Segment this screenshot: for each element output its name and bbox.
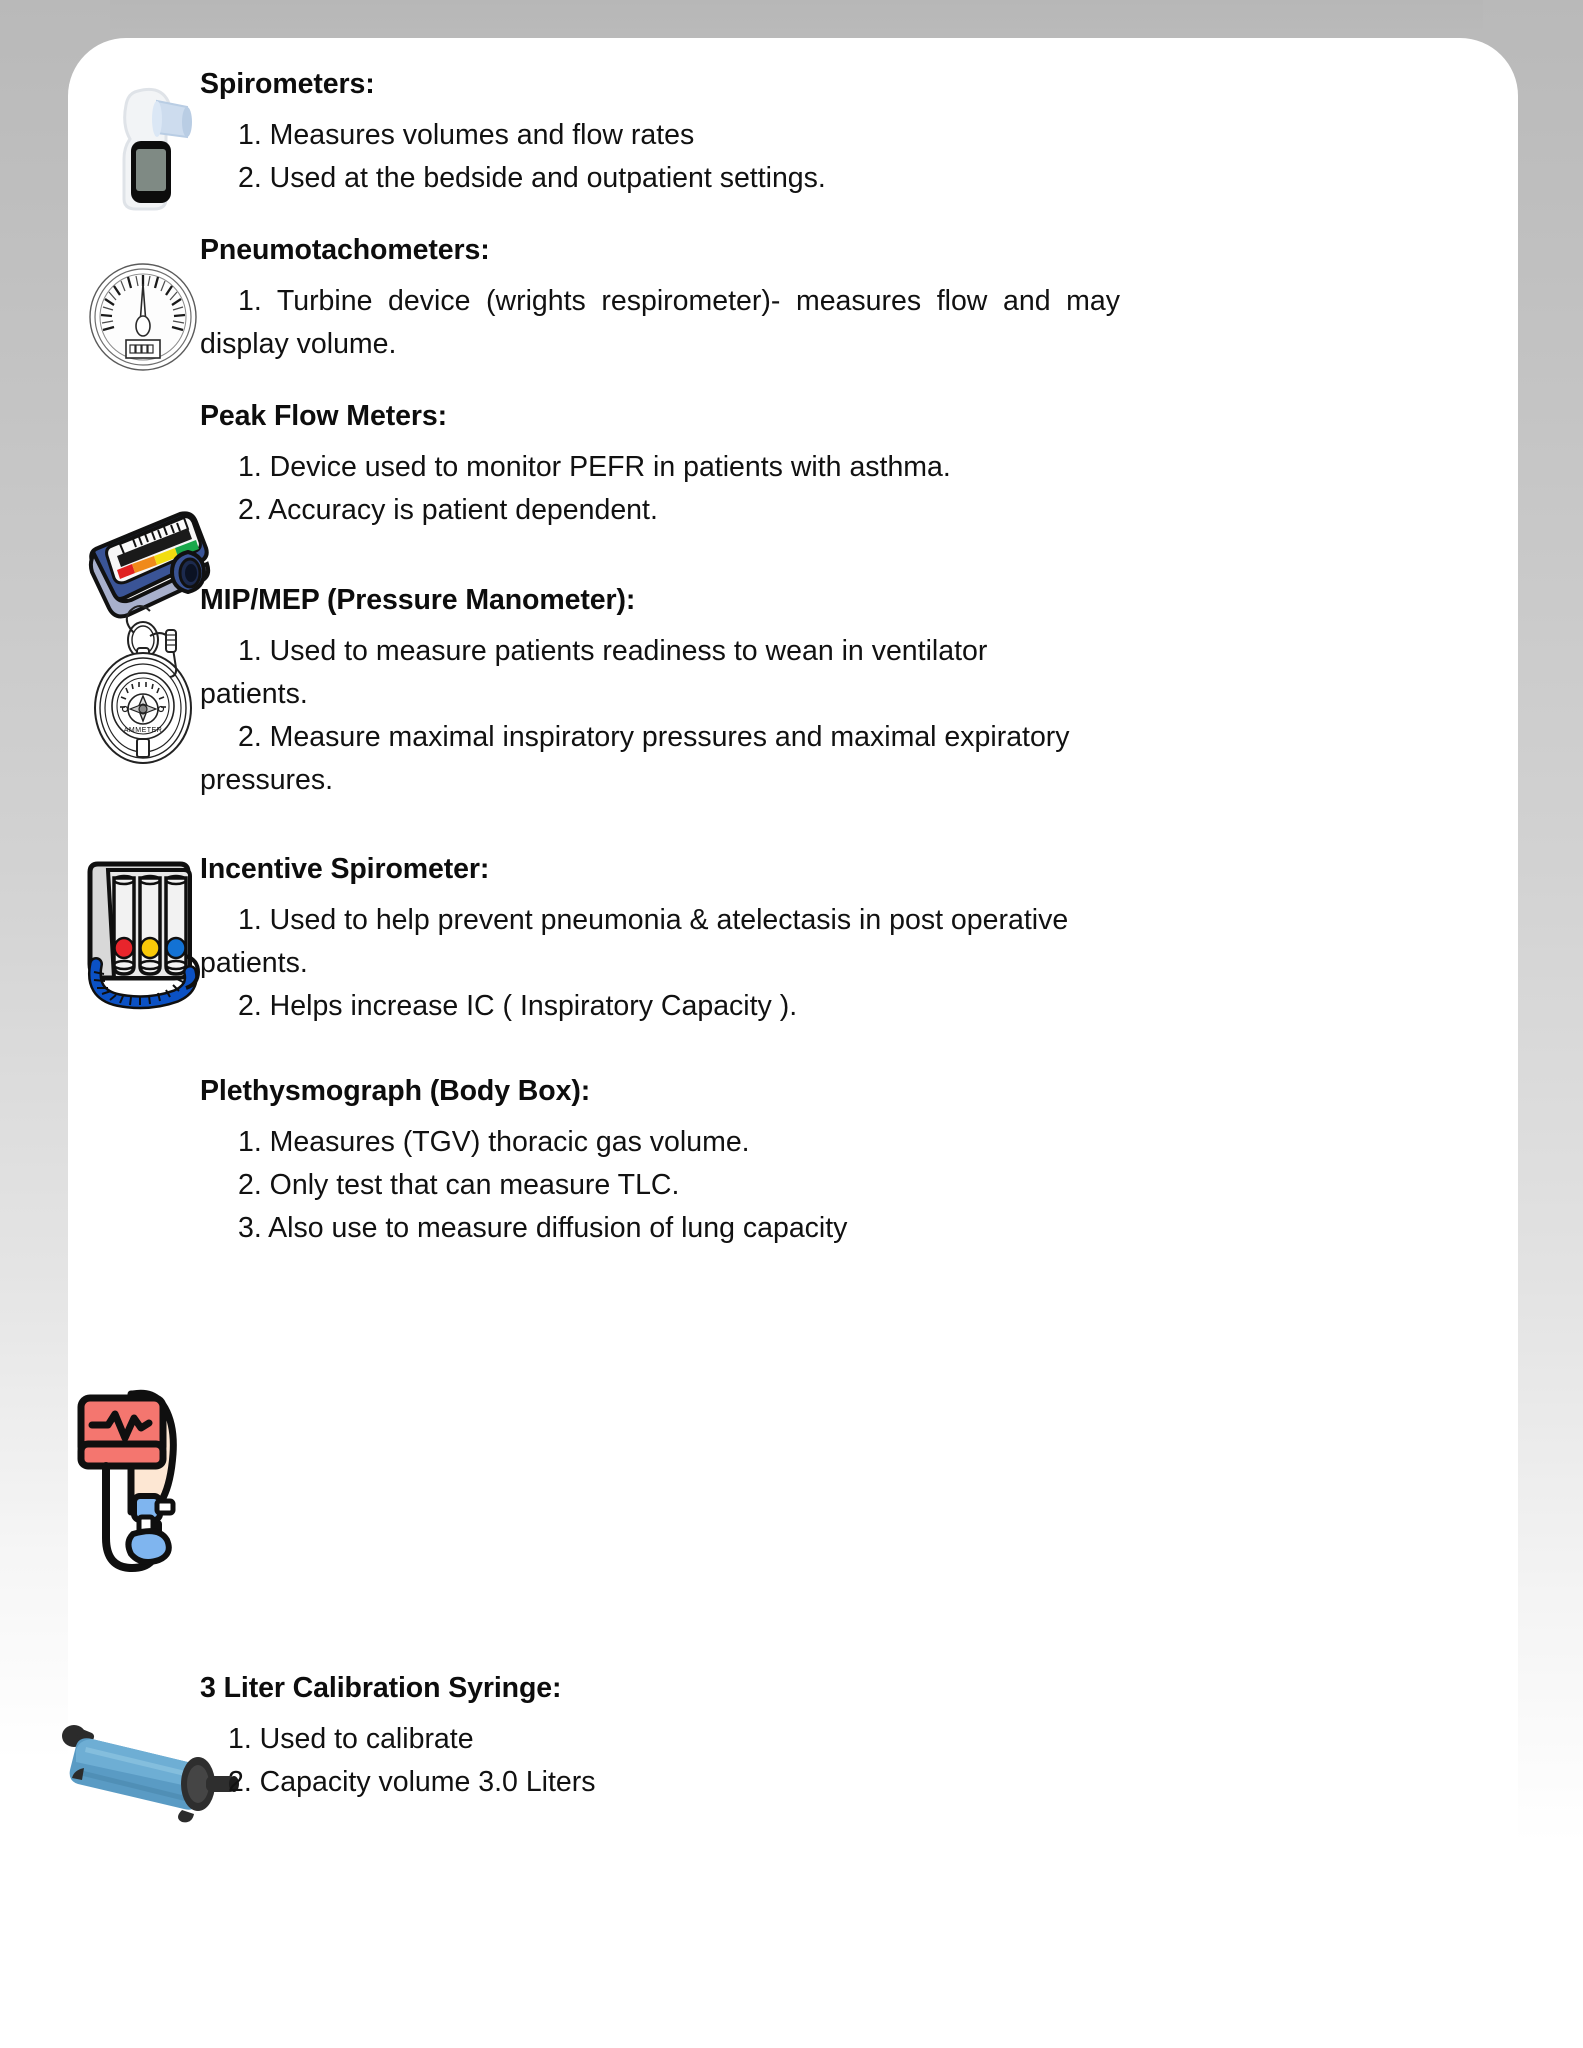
item-pneumotachometers-1: 1. Turbine device (wrights respirometer)- measures flow and may display volume. (200, 285, 1120, 360)
incentive-spirometer-icon (80, 860, 205, 1010)
item-syringe-2: 2. Capacity volume 3.0 Liters (228, 1766, 596, 1798)
section-mip-mep (200, 584, 1080, 802)
item-mip-mep-1: 1. Used to measure patients readiness to wean in ventilator patients. (200, 635, 988, 710)
svg-text:AMMETER: AMMETER (123, 727, 163, 734)
heading-mip-mep: MIP/MEP (Pressure Manometer): (200, 584, 636, 616)
item-peak-flow-2: 2. Accuracy is patient dependent. (238, 494, 658, 526)
item-spirometers-1: 1. Measures volumes and flow rates (238, 119, 695, 151)
item-incentive-1: 1. Used to help prevent pneumonia & atelectasis in post operative patients. (200, 904, 1069, 979)
section-incentive-spirometer (200, 853, 1122, 1028)
section-spirometers (200, 68, 1122, 200)
section-calibration-syringe (200, 1672, 1122, 1804)
item-incentive-2: 2. Helps increase IC ( Inspiratory Capacity ). (238, 990, 798, 1022)
handheld-spirometer-icon (105, 83, 200, 213)
heading-incentive-spirometer: Incentive Spirometer: (200, 853, 490, 885)
section-pneumotachometers (200, 234, 1120, 366)
item-plethysmograph-2: 2. Only test that can measure TLC. (238, 1169, 680, 1201)
section-plethysmograph (200, 1075, 1122, 1250)
item-syringe-1: 1. Used to calibrate (228, 1723, 474, 1755)
heading-plethysmograph: Plethysmograph (Body Box): (200, 1075, 591, 1107)
heading-spirometers: Spirometers: (200, 68, 375, 100)
body-plethysmograph-icon (75, 1388, 210, 1603)
heading-calibration-syringe: 3 Liter Calibration Syringe: (200, 1672, 562, 1704)
section-peak-flow-meters (200, 400, 1122, 532)
item-peak-flow-1: 1. Device used to monitor PEFR in patients with asthma. (238, 451, 951, 483)
item-spirometers-2: 2. Used at the bedside and outpatient settings. (238, 162, 826, 194)
heading-pneumotachometers: Pneumotachometers: (200, 234, 490, 266)
pressure-manometer-icon (88, 608, 208, 768)
item-plethysmograph-1: 1. Measures (TGV) thoracic gas volume. (238, 1126, 750, 1158)
item-plethysmograph-3: 3. Also use to measure diffusion of lung capacity (238, 1212, 848, 1244)
analog-gauge-icon (88, 262, 198, 372)
item-mip-mep-2: 2. Measure maximal inspiratory pressures and maximal expiratory pressures. (200, 721, 1070, 796)
heading-peak-flow-meters: Peak Flow Meters: (200, 400, 447, 432)
